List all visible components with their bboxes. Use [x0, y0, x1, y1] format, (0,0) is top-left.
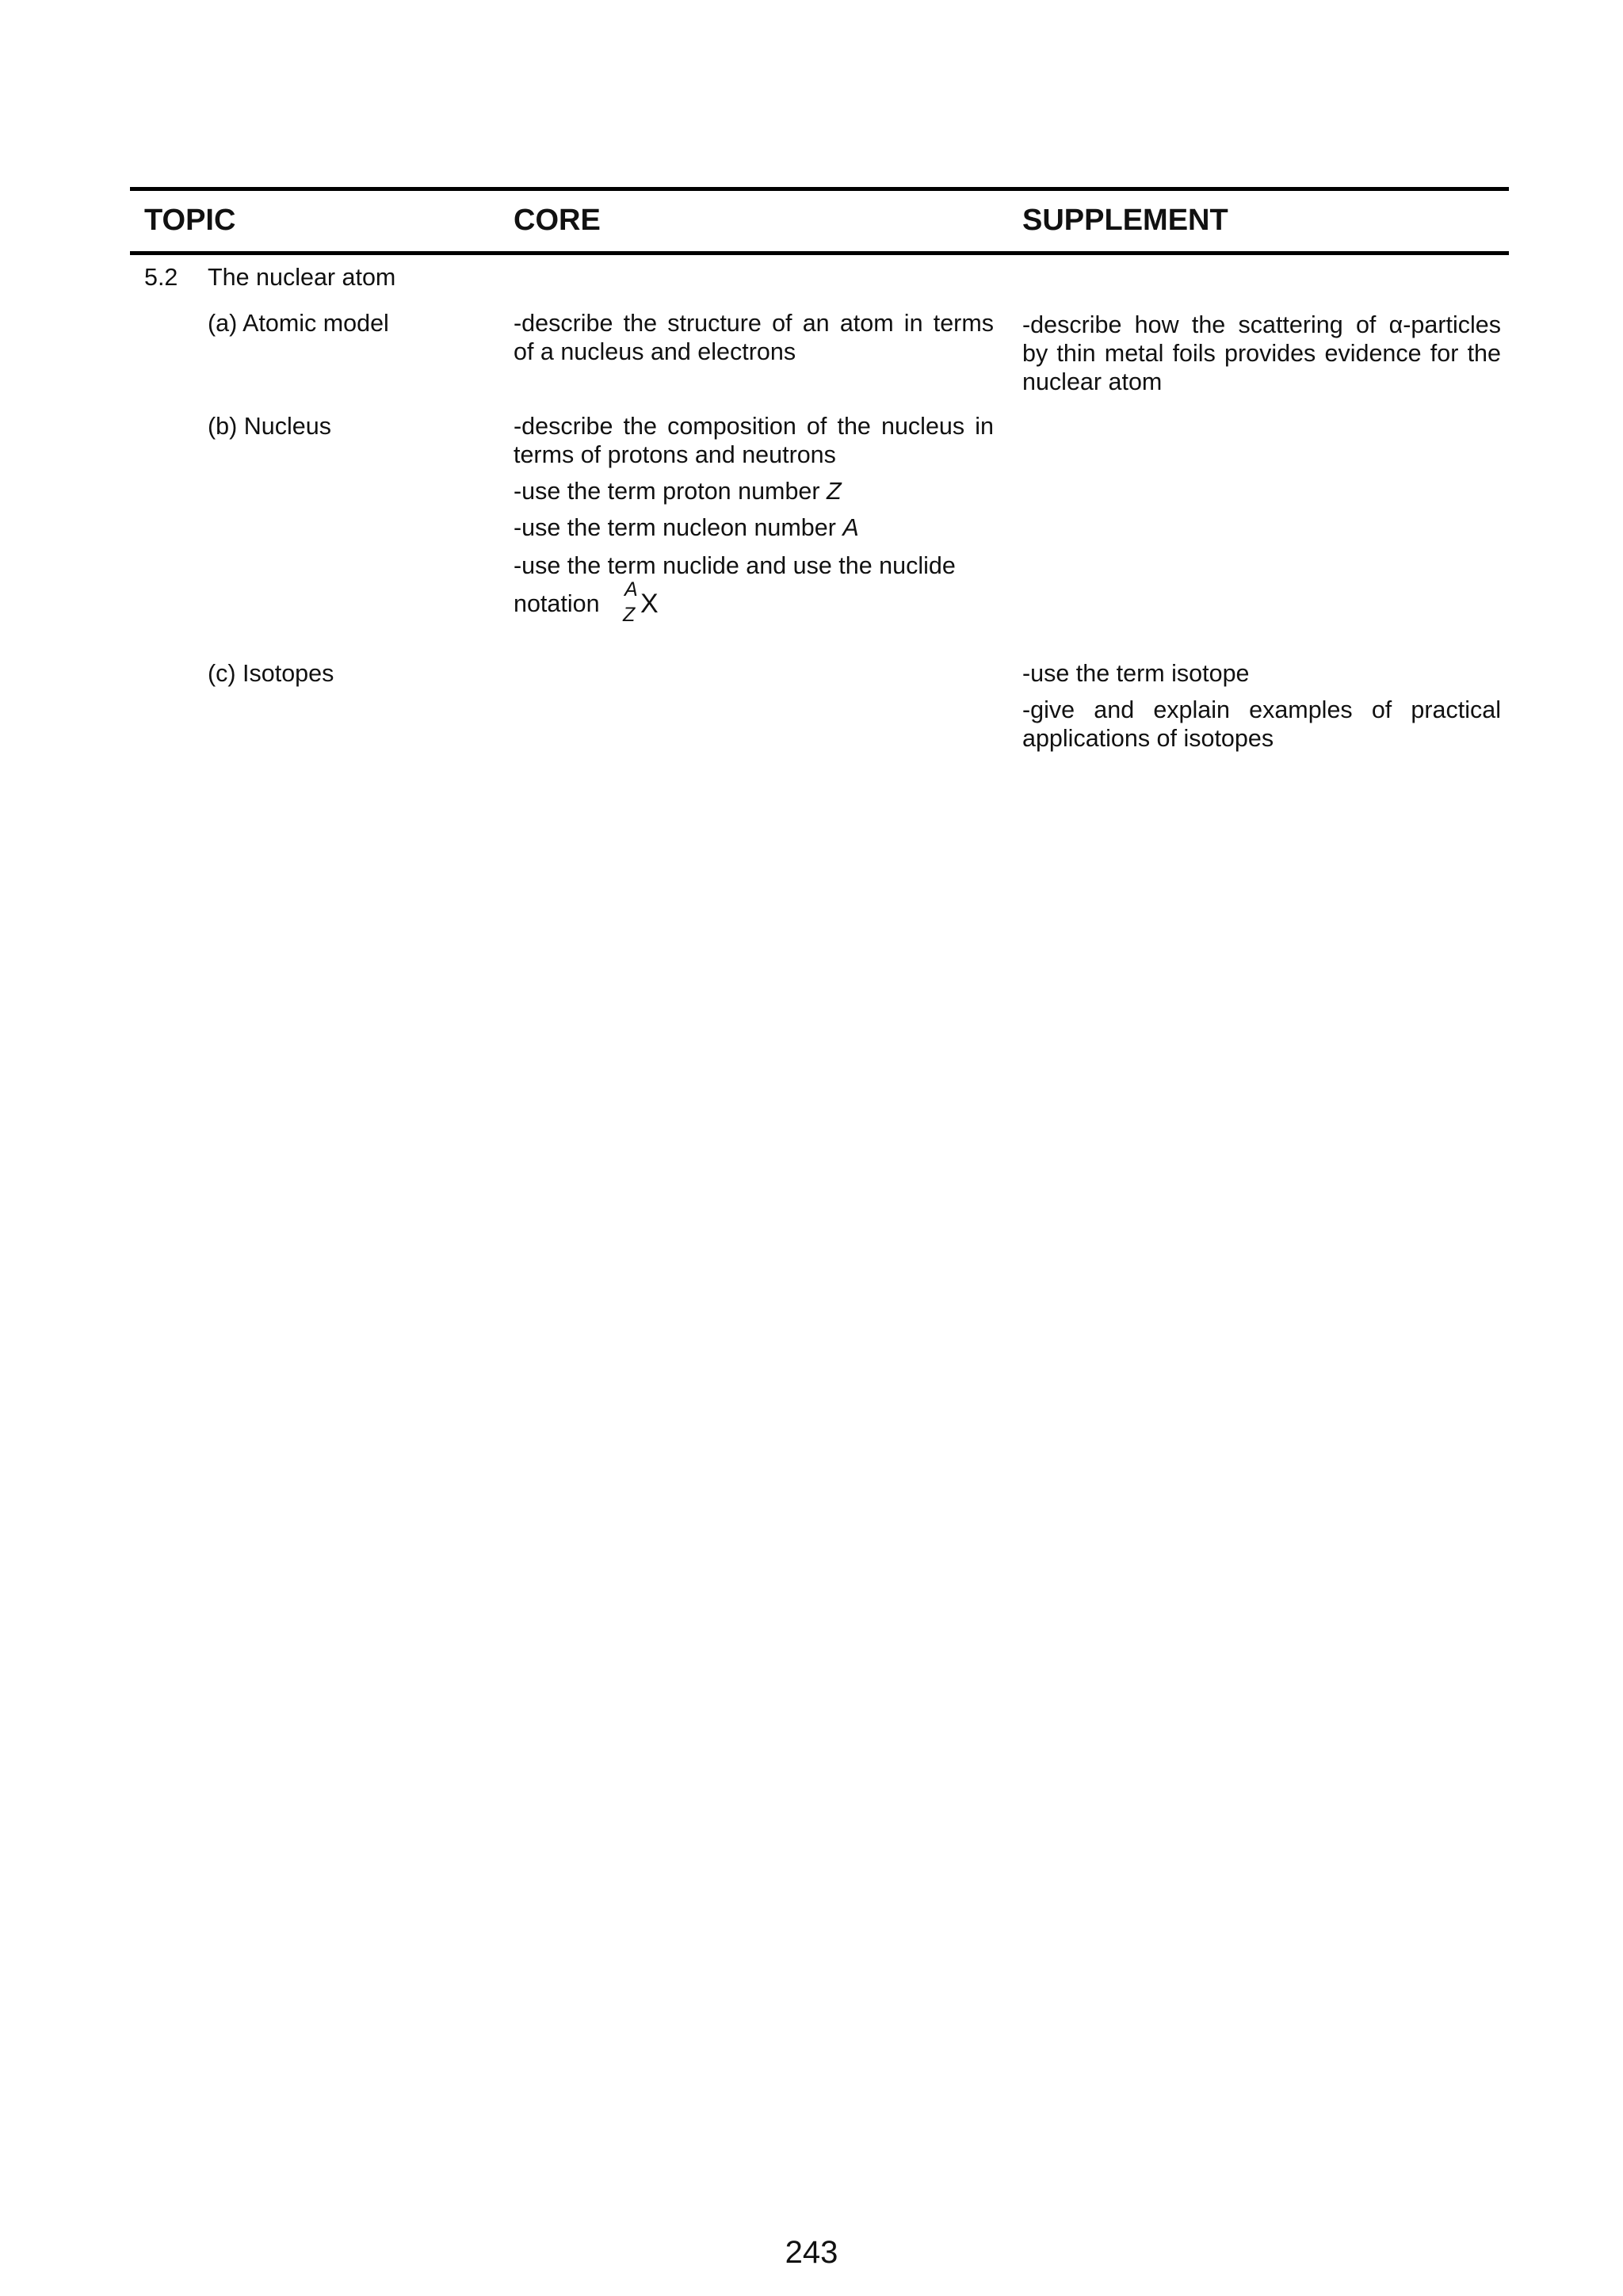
core-proton-number — [514, 477, 842, 505]
column-header-core: CORE — [514, 204, 601, 237]
core-nucleon-number — [514, 513, 859, 542]
notation-symbol: X — [640, 589, 659, 619]
core-nucleus-composition: -describe the composition of the nucleus in terms of protons and neutrons — [514, 413, 994, 468]
core-proton-number-text: -use the term proton number — [514, 478, 827, 505]
section-title: The nuclear atom — [208, 264, 396, 291]
supplement-isotope-applications: -give and explain examples of practical applications of isotopes — [1022, 696, 1501, 752]
column-header-supplement: SUPPLEMENT — [1022, 204, 1228, 237]
header-bottom-rule — [130, 251, 1509, 255]
notation-subscript: Z — [623, 604, 636, 626]
proton-number-symbol: Z — [827, 478, 842, 505]
supplement-atomic-model: -describe how the scattering of α-particles by thin metal foils provides evidence for the nuclear atom — [1022, 311, 1501, 395]
notation-superscript: A — [624, 578, 638, 601]
core-atomic-model: -describe the structure of an atom in terms of a nucleus and electrons — [514, 310, 994, 365]
header-top-rule — [130, 187, 1509, 191]
core-nuclide: -use the term nuclide and use the nuclide — [514, 552, 956, 579]
section-number: 5.2 — [144, 264, 178, 291]
core-nucleon-number-text: -use the term nucleon number — [514, 514, 843, 541]
subtopic-label-nucleus: (b) Nucleus — [208, 413, 331, 440]
supplement-isotope-term: -use the term isotope — [1022, 660, 1250, 687]
nuclide-notation — [514, 578, 720, 626]
nucleon-number-symbol: A — [842, 514, 859, 541]
notation-word: notation — [514, 590, 600, 617]
page-number: 243 — [785, 2235, 838, 2270]
subtopic-label-isotopes: (c) Isotopes — [208, 660, 334, 687]
subtopic-label-atomic-model: (a) Atomic model — [208, 310, 389, 337]
column-header-topic: TOPIC — [144, 204, 236, 237]
